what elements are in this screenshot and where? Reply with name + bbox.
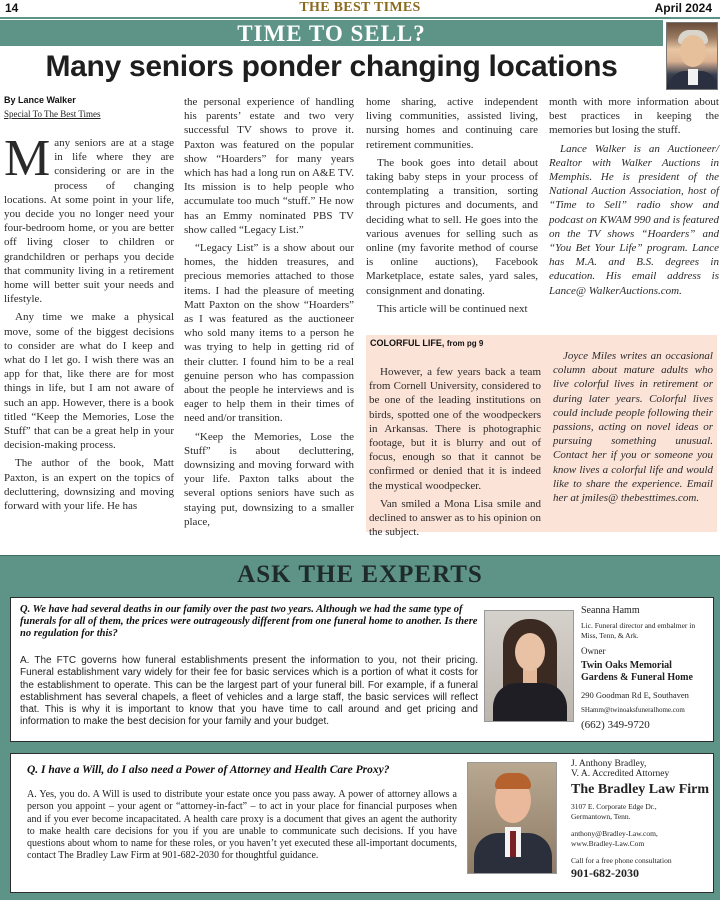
issue-date: April 2024 [654, 1, 712, 15]
page-number: 14 [5, 1, 19, 15]
article-paragraph: Many seniors are at a stage in life where they are considering or are in the process of changing locations. At some point in your life, you decide you no longer need your four-bedroom home, or you are better off living closer to children or grandchildren or perhaps you decide that community living in a retirement home will better suit your needs and lifestyle. [4, 130, 174, 306]
contact-website[interactable]: www.Bradley-Law.Com [571, 838, 645, 848]
article-paragraph: month with more information about best practices in keeping the memories but losing the stuff. [549, 96, 719, 137]
answer-1: A. The FTC governs how funeral establishments present the information to you, not their pricing. Funeral establishment vary widely for their fee for basic services which is a portion of what it costs for the establishment to operate. This can be the largest part of your funeral bill. For example, if a funeral establishment has several chapels, a fleet of vehicles and a large staff, the basic services will reflect that. This is why it is important to know that you have time to call around and get pricing and information to make the best decision for your family and your budget. [20, 655, 478, 728]
colorful-life-box [366, 335, 717, 539]
article-paragraph: “Keep the Memories, Lose the Stuff” is about decluttering, downsizing and moving forward with your life. Paxton talks about the several options seniors have such as staying put, downsizing to a smaller place, [184, 430, 354, 528]
article-paragraph: “Legacy List” is a show about our homes, the hidden treasures, and precious memories attached to those items. I had the pleasure of meeting Matt Paxton on the show “Hoarders” as I was featured as the auctioneer who sold many items to a person he was trying to help in getting rid of their clutter. I found him to be a real genuine person who has compassion about the people he interviews and is eager to help them in their times of need and/or transition. [184, 242, 354, 425]
article-column-4 [549, 95, 719, 302]
expert-photo-bradley [467, 762, 557, 874]
question-1: Q. We have had several deaths in our family over the past two years. Although we had the same type of funerals for all of them, the prices were outrageously different from one funeral home to another. Is there no regulation for this? [20, 604, 478, 639]
page-header [0, 0, 720, 18]
contact-address-1: 3107 E. Corporate Edge Dr., [571, 802, 657, 811]
article-headline: Many seniors ponder changing locations [45, 50, 618, 83]
answer-2: A. Yes, you do. A Will is used to distribute your estate once you pass away. A power of attorney allows a person you appoint – your agent or “attorney-in-fact” – to act in your place for financial purposes when and if you ever become incapacitated. A health care proxy is a document that gives an agent the authority to make health care decisions for you if you are unable to communicate such decisions. If you have questions about whom to name for these roles, or you haven’t yet executed these all-important documents, contact The Bradley Law Firm at 901-682-2030 for thoughtful guidance. [27, 789, 457, 862]
article-column-2 [184, 95, 354, 533]
article-paragraph: The book goes into detail about taking baby steps in your process of contemplating a transition, sorting through pictures and documents, and deciding what to sell. He goes into the various avenues for selling such as online (my favorite method of course is online auctions), Facebook Marketplace, estate sales, yard sales, consignment and donating. [366, 156, 538, 297]
contact-business: Twin Oaks Memorial Gardens & Funeral Home [581, 660, 693, 683]
article-paragraph: the personal experience of handling his parents’ estate and two very successful TV shows to prove it. Paxton was featured on the popular show “Hoarders” for many years which has had a long run on A&E TV. Its mission is to help people who accumulate too much “stuff.” He now has an Emmy nominated PBS TV show called “Legacy List.” [184, 96, 354, 236]
contact-call-label: Call for a free phone consultation [571, 856, 672, 865]
header-rule [0, 17, 720, 19]
byline: By Lance Walker [4, 95, 76, 105]
byline-source: Special To The Best Times [4, 109, 101, 119]
contact-title: Lic. Funeral director and embalmer in Miss, Tenn, & Ark. [581, 621, 696, 640]
question-2: Q. I have a Will, do I also need a Power of Attorney and Health Care Proxy? [27, 764, 390, 776]
contact-name: Seanna Hamm [581, 605, 640, 616]
expert-contact-2 [571, 759, 713, 881]
contact-address-2: Germantown, Tenn. [571, 811, 631, 821]
contact-phone[interactable]: (662) 349-9720 [581, 719, 650, 731]
article-column-1 [4, 130, 174, 517]
expert-photo-seanna [484, 610, 574, 722]
contact-role: Owner [581, 646, 606, 656]
article-paragraph: home sharing, active independent living communities, assisted living, nursing homes and continuing care retirement communities. [366, 96, 538, 151]
article-paragraph: Any time we make a physical move, some of the biggest decisions to consider are what do I keep and what do I let go. I wish there was an app for that, like there are for most things in life, but I am not aware of such an app. However, there is a book titled “Keep the Memories, Lose the Stuff” that can be a great help in your decision-making process. [4, 311, 174, 452]
colorful-life-heading: COLORFUL LIFE, from pg 9 [370, 338, 484, 348]
author-photo [666, 22, 718, 90]
section-banner: TIME TO SELL? [0, 20, 663, 46]
masthead: THE BEST TIMES [299, 0, 421, 15]
author-bio: Lance Walker is an Auctioneer/ Realtor with Walker Auctions in Memphis. He is president of the National Auction Association, host of “Time to Sell” radio show and podcast on KWAM 990 and is featured on the TV shows “Hoarders” and “You Bet Your Life” program. Lance has M.A. and B.S. degrees in education. His email address is Lance@ WalkerAuctions.com. [549, 142, 719, 297]
colorful-life-bio: Joyce Miles writes an occasional column about mature adults who live colorful lives in retirement or during later years. Colorful lives could include people following their passions, acting on novel ideas or pursuing something unusual. Contact her if you or someone you know lives a colorful life and would like to share the experience. Email her at jmiles@ thebesttimes.com. [553, 350, 713, 505]
contact-address: 290 Goodman Rd E, Southaven [581, 690, 689, 700]
contact-name: J. Anthony Bradley, [571, 759, 647, 769]
contact-title: V. A. Accredited Attorney [571, 769, 670, 779]
expert-contact-1 [581, 605, 711, 731]
drop-cap: M [4, 130, 51, 187]
article-column-3 [366, 95, 538, 320]
article-paragraph: However, a few years back a team from Cornell University, considered to be one of the leading institutions on birds, spotted one of the woodpeckers in Arkansas. There is photographic footage, but it is blurry and out of focus, enough so that it cannot be confirmed or denied that it is indeed the mystical woodpecker. [369, 366, 541, 492]
colorful-life-text [369, 365, 541, 543]
contact-firm: The Bradley Law Firm [571, 782, 710, 797]
article-paragraph: The author of the book, Matt Paxton, is an expert on the topics of decluttering, downsizing and moving forward with your life. He has [4, 457, 174, 513]
contact-phone[interactable]: 901-682-2030 [571, 865, 639, 880]
contact-email[interactable]: SHamm@twinoaksfuneralhome.com [581, 706, 685, 714]
contact-email[interactable]: anthony@Bradley-Law.com, [571, 829, 658, 838]
experts-title: ASK THE EXPERTS [237, 561, 483, 588]
article-paragraph: This article will be continued next [377, 302, 528, 315]
article-paragraph: Van smiled a Mona Lisa smile and declined to answer as to his opinion on the subject. [369, 497, 541, 539]
